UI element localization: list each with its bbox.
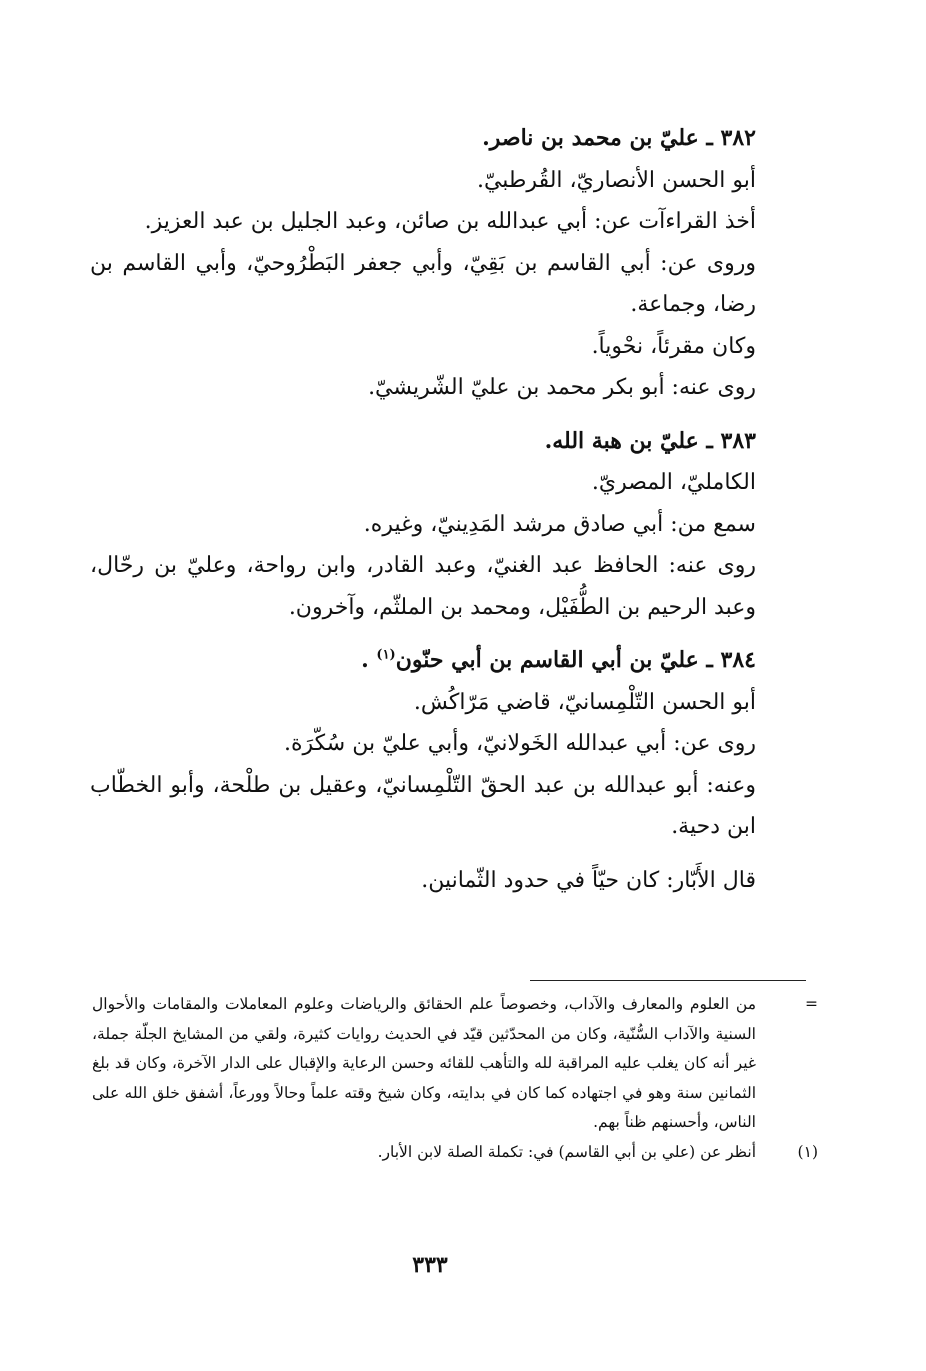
main-text (90, 118, 818, 913)
entry-line: أبو الحسن الأنصاريّ، القُرطبيّ. (476, 167, 756, 193)
entry-line: روى عنه: أبو بكر محمد بن عليّ الشّريشيّ. (368, 375, 756, 400)
entry-line: وروى عن: أبي القاسم بن بَقِيّ، وأبي جعفر البَطْرُوحيّ، وأبي القاسم بن رضا، وجماعة. (90, 250, 756, 317)
footnote-1 (92, 1138, 818, 1168)
entry-heading: ٣٨٢ ـ عليّ بن محمد بن ناصر. (482, 125, 756, 151)
entry-line: قال الأَبّار: كان حيّاً في حدود الثّمانين. (421, 867, 756, 893)
continuation-mark: = (805, 995, 818, 1013)
entry-heading-text: ٣٨٤ ـ عليّ بن أبي القاسم بن أبي حنّون (395, 647, 756, 673)
footnote-text: من العلوم والمعارف والآداب، وخصوصاً علم الحقائق والرياضات وعلوم المعاملات والمقامات والأحوال السنية والآداب السُّنّية، وكان من المحدّثين قيّد في الحديث روايات كثيرة، ولقي من المشايخ الجلّة جملة، غير أنه كان يغلب عليه المراقبة لله والتأهب للقائه وحسن الرعاية والإقبال على الدار الآخرة، وكان قد بلغ الثمانين سنة وهو في اجتهاده كما كان في بدايته، وكان شيخ وقته علماً وحالاً وورعاً، أشفق خلق الله على الناس، وأحسنهم ظناً بهم. (92, 995, 756, 1131)
entry-heading-end: . (361, 647, 369, 673)
entry-line: أبو الحسن التّلْمِسانيّ، قاضي مَرّاكُش. (413, 689, 756, 715)
footnote-divider (530, 980, 806, 981)
entry-line: وعنه: أبو عبدالله بن عبد الحقّ التّلْمِسانيّ، وعقيل بن طلْحة، وأبو الخطّاب ابن دحية. (90, 772, 756, 839)
entry-line: أخذ القراءآت عن: أبي عبدالله بن صائن، وعبد الجليل بن عبد العزيز. (144, 209, 756, 234)
footnotes (92, 990, 818, 1167)
footnote-reference: (١) (376, 647, 396, 663)
entry-line: روى عن: أبي عبدالله الخَولانيّ، وأبي عليّ بن سُكّرَة. (283, 731, 756, 756)
entry-line: روى عنه: الحافظ عبد الغنيّ، وعبد القادر، وابن رواحة، وعليّ بن رحّال، وعبد الرحيم بن الطُّفَيْل، ومحمد بن الملثّم، وآخرون. (90, 553, 756, 620)
entry-line: وكان مقرئاً، نحْوياً. (591, 333, 756, 359)
footnote-continuation (92, 990, 818, 1138)
entry-heading: ٣٨٣ ـ عليّ بن هبة الله. (544, 427, 756, 454)
page-number: ٣٣٣ (412, 1252, 448, 1278)
footnote-text: أنظر عن (علي بن أبي القاسم) في: تكملة الصلة لابن الأبار. (377, 1142, 756, 1161)
entry-383 (90, 421, 818, 629)
entry-line: الكامليّ، المصريّ. (591, 470, 756, 495)
entry-384 (90, 640, 818, 901)
entry-382 (90, 118, 818, 409)
entry-heading (90, 640, 818, 682)
entry-line: سمع من: أبي صادق مرشد المَدِينيّ، وغيره. (363, 511, 756, 537)
footnote-number: (١) (797, 1142, 818, 1161)
